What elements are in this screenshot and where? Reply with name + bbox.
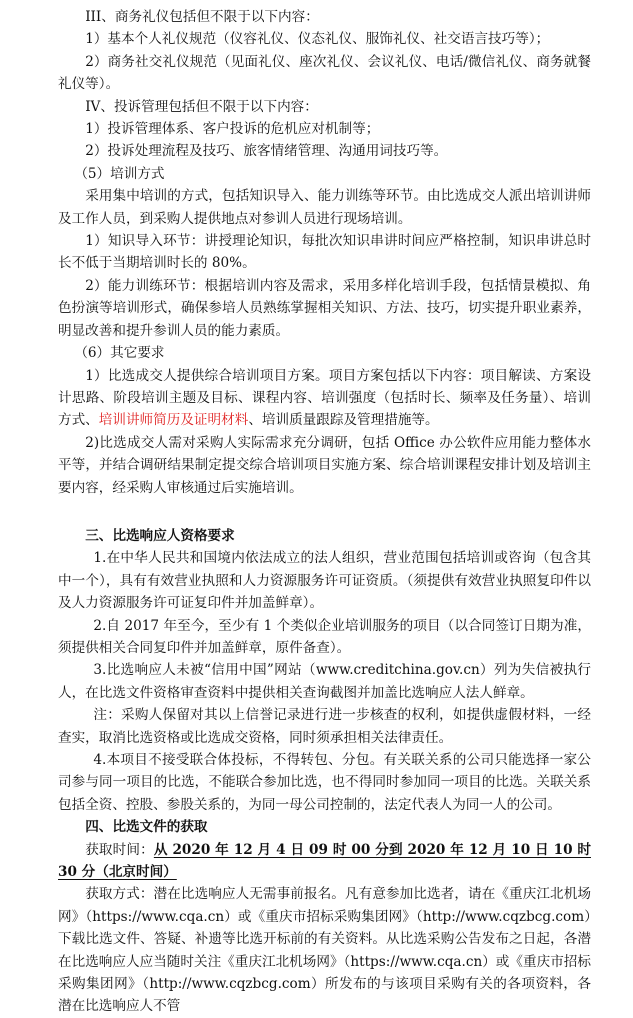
training-item-1: 1）知识导入环节：讲授理论知识，每批次知识串讲时间应严格控制，知识串讲总时长不低于当期培训时长的 80%。 [58, 233, 591, 272]
other-item-1: 1）比选成交人提供综合培训项目方案。项目方案包括以下内容：项目解读、方案设计思路、阶段培训主题及目标、课程内容、培训强度（包括时长、频率及任务量）、培训方式、培训讲师简历及证明材料、培训质量跟踪及管理措施等。 [58, 367, 591, 429]
complaint-item-1: 1）投诉管理体系、客户投诉的危机应对机制等； [85, 121, 380, 138]
obtain-time-value: 从 2020 年 12 月 4 日 09 时 00 分到 2020 年 12 月 10 日 10 时 30 分（北京时间） [58, 841, 591, 881]
section-spacer [58, 499, 591, 525]
qualification-item-1: 1.在中华人民共和国境内依法成立的法人组织，营业范围包括培训或咨询（包含其中一个），具有有效营业执照和人力资源服务许可证资质。（须提供有效营业执照复印件以及人力资源服务许可证复印件并加盖鲜章）。 [58, 550, 591, 612]
qualification-item-2: 2.自 2017 年至今，至少有 1 个类似企业培训服务的项目（以合同签订日期为准，须提供相关合同复印件并加盖鲜章，原件备查）。 [58, 617, 591, 656]
training-method-heading: （5）培训方式 [74, 165, 165, 182]
qualification-item-4: 4.本项目不接受联合体投标，不得转包、分包。有关联关系的公司只能选择一家公司参与同一项目的比选，不能联合参加比选，也不得同时参加同一项目的比选。关联关系包括全资、控股、参股关系的，为同一母公司控制的，法定代表人为同一人的公司。 [58, 752, 591, 813]
highlighted-text: 培训讲师简历及证明材料 [98, 412, 249, 429]
complaint-heading: IV、投诉管理包括但不限于以下内容： [85, 98, 318, 115]
other-item-2: 2)比选成交人需对采购人实际需求充分调研，包括 Office 办公软件应用能力整体水平等，并结合调研结果制定提交综合培训项目实施方案、综合培训课程安排计划及培训主要内容，经采购人审核通过后实施培训。 [58, 434, 591, 496]
etiquette-item-2: 2）商务社交礼仪规范（见面礼仪、座次礼仪、会议礼仪、电话/微信礼仪、商务就餐礼仪等）。 [58, 53, 591, 93]
obtain-time: 获取时间：从 2020 年 12 月 4 日 09 时 00 分到 2020 年 12 月 10 日 10 时 30 分（北京时间） [58, 841, 591, 881]
etiquette-item-1: 1）基本个人礼仪规范（仪容礼仪、仪态礼仪、服饰礼仪、社交语言技巧等）； [85, 31, 550, 48]
qualification-heading: 三、比选响应人资格要求 [85, 527, 235, 544]
obtain-heading: 四、比选文件的获取 [85, 819, 208, 836]
complaint-item-2: 2）投诉处理流程及技巧、旅客情绪管理、沟通用词技巧等。 [85, 143, 448, 160]
training-item-2: 2）能力训练环节：根据培训内容及需求，采用多样化培训手段，包括情景模拟、角色扮演等培训形式，确保参培人员熟练掌握相关知识、方法、技巧，切实提升职业素养，明显改善和提升参训人员的能力素质。 [58, 277, 591, 339]
qualification-note: 注：采购人保留对其以上信誉记录进行进一步核查的权利，如提供虚假材料，一经查实，取消比选资格或比选成交资格，同时须承担相关法律责任。 [58, 707, 591, 746]
obtain-method: 获取方式：潜在比选响应人无需事前报名。凡有意参加比选者，请在《重庆江北机场网》（https://www.cqa.cn）或《重庆市招标采购集团网》（http://www.cqzbcg.com）下载比选文件、答疑、补遗等比选开标前的有关资料。从比选采购公告发布之日起，各潜在比选响应人应当随时关注《重庆江北机场网》（https://www.cqa.cn）或《重庆市招标采购集团网》（http://www.cqzbcg.com）所发布的与该项目采购有关的各项资料，各潜在比选响应人不管 [58, 886, 591, 1015]
qualification-item-3: 3.比选响应人未被“信用中国”网站（www.creditchina.gov.cn）列为失信被执行人，在比选文件资格审查资料中提供相关查询截图并加盖比选响应人法人鲜章。 [58, 662, 591, 701]
training-method-intro: 采用集中培训的方式，包括知识导入、能力训练等环节。由比选成交人派出培训讲师及工作人员，到采购人提供地点对参训人员进行现场培训。 [58, 188, 591, 227]
other-requirements-heading: （6）其它要求 [74, 345, 165, 362]
etiquette-heading: III、商务礼仪包括但不限于以下内容： [85, 9, 319, 25]
